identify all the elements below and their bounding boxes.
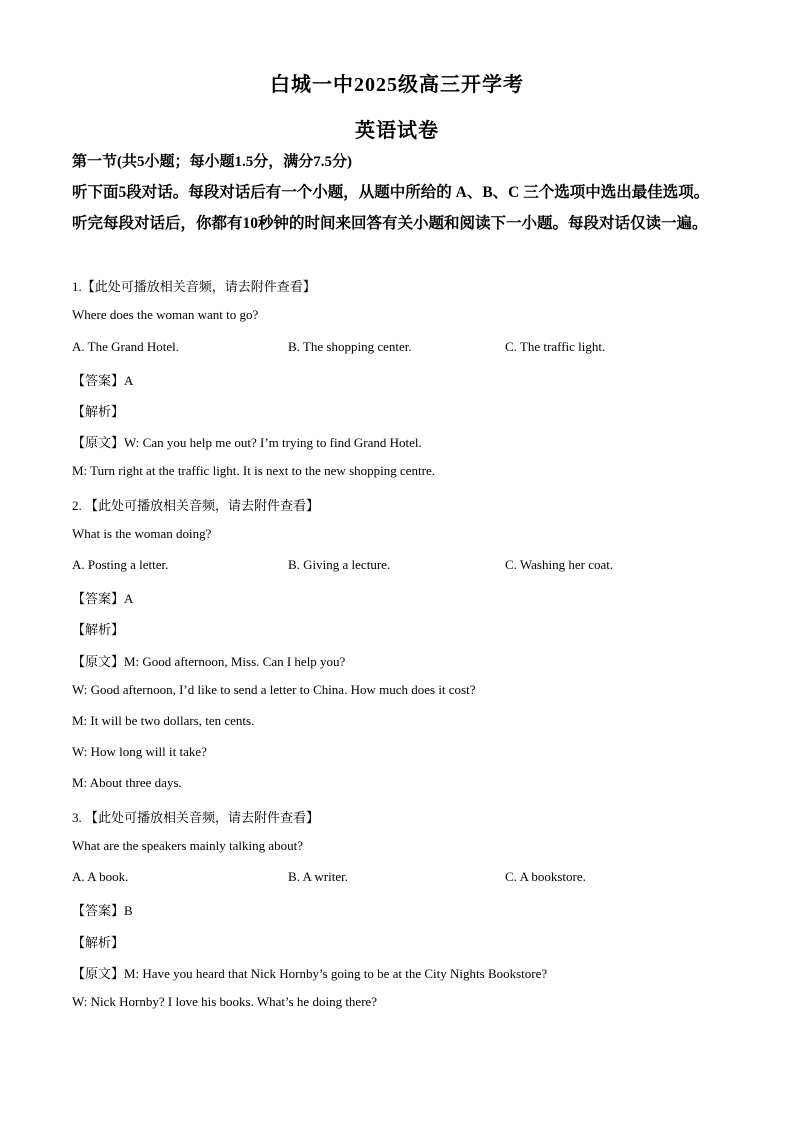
question-1-option-c: C. The traffic light.: [505, 339, 606, 354]
question-1-transcript-line: 【原文】W: Can you help me out? I’m trying to find Grand Hotel.: [72, 435, 422, 450]
document-subtitle: 英语试卷: [355, 120, 439, 142]
question-2-option-b: B. Giving a lecture.: [288, 557, 391, 572]
question-1-option-b: B. The shopping center.: [288, 339, 412, 354]
question-3-option-a: A. A book.: [72, 869, 129, 884]
question-1-transcript-line: M: Turn right at the traffic light. It is next to the new shopping centre.: [72, 463, 435, 478]
question-2-option-a: A. Posting a letter.: [72, 557, 169, 572]
section-instructions: 听下面5段对话。每段对话后有一个小题，从题中所给的 A、B、C 三个选项中选出最佳选项。听完每段对话后，你都有10秒钟的时间来回答有关小题和阅读下一小题。每段对话仅读一遍。: [72, 184, 710, 232]
question-3-analysis: 【解析】: [72, 935, 125, 950]
section-heading: 第一节(共5小题；每小题1.5分，满分7.5分): [72, 154, 352, 170]
question-1-answer: 【答案】A: [72, 373, 134, 388]
question-1-header: 1.【此处可播放相关音频，请去附件查看】: [72, 279, 316, 294]
question-3-option-b: B. A writer.: [288, 869, 348, 884]
question-1-analysis: 【解析】: [72, 404, 125, 419]
question-3-transcript-line: W: Nick Hornby? I love his books. What’s he doing there?: [72, 994, 378, 1009]
question-2-transcript-line: W: How long will it take?: [72, 744, 207, 759]
question-1-option-a: A. The Grand Hotel.: [72, 339, 179, 354]
question-2-transcript-line: W: Good afternoon, I’d like to send a letter to China. How much does it cost?: [72, 682, 476, 697]
question-2-analysis: 【解析】: [72, 622, 125, 637]
question-3-option-c: C. A bookstore.: [505, 869, 586, 884]
question-3-answer: 【答案】B: [72, 903, 133, 918]
question-2-transcript-line: M: About three days.: [72, 775, 182, 790]
document-title: 白城一中2025级高三开学考: [270, 74, 524, 96]
question-3-header: 3. 【此处可播放相关音频，请去附件查看】: [72, 810, 320, 825]
question-3-transcript-line: 【原文】M: Have you heard that Nick Hornby’s going to be at the City Nights Bookstore?: [72, 966, 548, 981]
question-2-transcript-line: 【原文】M: Good afternoon, Miss. Can I help you?: [72, 654, 346, 669]
question-1-text: Where does the woman want to go?: [72, 307, 259, 322]
question-2-text: What is the woman doing?: [72, 526, 212, 541]
question-2-option-c: C. Washing her coat.: [505, 557, 614, 572]
question-2-answer: 【答案】A: [72, 591, 134, 606]
question-2-transcript-line: M: It will be two dollars, ten cents.: [72, 713, 255, 728]
question-2-header: 2. 【此处可播放相关音频，请去附件查看】: [72, 498, 320, 513]
question-3-text: What are the speakers mainly talking about?: [72, 838, 304, 853]
